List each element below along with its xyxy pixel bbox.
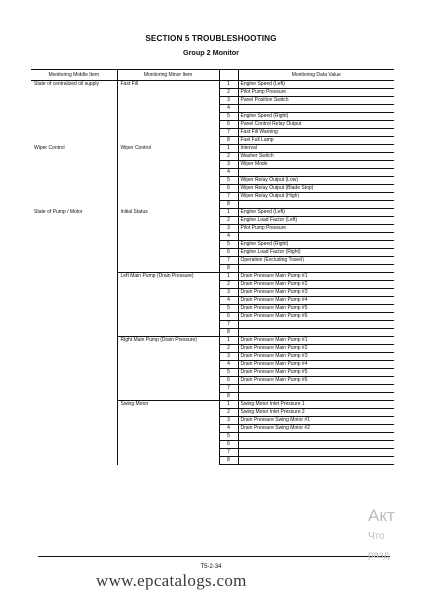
row-index-cell: 7 — [219, 193, 238, 201]
row-index-cell: 3 — [219, 225, 238, 233]
table-row — [31, 81, 394, 89]
row-index-cell: 8 — [219, 137, 238, 145]
row-index-cell: 5 — [219, 241, 238, 249]
row-index-cell: 4 — [219, 169, 238, 177]
row-index-cell: 6 — [219, 377, 238, 385]
row-index-cell: 8 — [219, 329, 238, 337]
col-header-data-value: Monitoring Data Value — [238, 70, 394, 81]
data-value-cell: Wiper Relay Output (High) — [238, 193, 394, 201]
data-value-cell — [238, 457, 394, 465]
row-index-cell: 7 — [219, 257, 238, 265]
row-index-cell: 7 — [219, 385, 238, 393]
row-index-cell: 3 — [219, 417, 238, 425]
data-value-cell — [238, 321, 394, 329]
row-index-cell: 8 — [219, 265, 238, 273]
data-value-cell: Drain Pressure Main Pump #2 — [238, 345, 394, 353]
data-value-cell: Swing Motor Inlet Pressure 1 — [238, 401, 394, 409]
table-row — [31, 145, 394, 153]
data-value-cell: Panel Position Switch — [238, 97, 394, 105]
watermark: www.epcatalogs.com — [96, 571, 247, 590]
data-value-cell: Fuel Full Lamp — [238, 137, 394, 145]
data-value-cell: Fast Fill Warning — [238, 129, 394, 137]
row-index-cell: 5 — [219, 177, 238, 185]
table-body — [31, 81, 394, 465]
data-value-cell: Drain Pressure Main Pump #1 — [238, 337, 394, 345]
data-value-cell: Operation (Excluding Travel) — [238, 257, 394, 265]
monitor-table — [31, 69, 394, 465]
data-value-cell: Drain Pressure Main Pump #6 — [238, 377, 394, 385]
row-index-cell: 3 — [219, 289, 238, 297]
data-value-cell: Drain Pressure Main Pump #4 — [238, 297, 394, 305]
row-index-cell: 6 — [219, 441, 238, 449]
data-value-cell: Engine Speed (Right) — [238, 113, 394, 121]
data-value-cell: Washer Switch — [238, 153, 394, 161]
row-index-cell: 2 — [219, 217, 238, 225]
row-index-cell: 1 — [219, 209, 238, 217]
row-index-cell: 1 — [219, 145, 238, 153]
data-value-cell — [238, 449, 394, 457]
data-value-cell: Wiper Relay Output (Low) — [238, 177, 394, 185]
data-value-cell — [238, 441, 394, 449]
footer-rule — [38, 556, 390, 557]
row-index-cell: 4 — [219, 425, 238, 433]
data-value-cell: Engine Speed (Right) — [238, 241, 394, 249]
minor-item-cell: Fast Fill — [117, 81, 219, 145]
row-index-cell: 2 — [219, 89, 238, 97]
data-value-cell: Drain Pressure Swing Motor #1 — [238, 417, 394, 425]
data-value-cell: Drain Pressure Main Pump #5 — [238, 369, 394, 377]
data-value-cell — [238, 433, 394, 441]
row-index-cell: 6 — [219, 121, 238, 129]
row-index-cell: 6 — [219, 313, 238, 321]
data-value-cell: Engine Speed (Left) — [238, 209, 394, 217]
minor-item-cell: Left Main Pump (Drain Pressure) — [117, 273, 219, 337]
row-index-cell: 5 — [219, 369, 238, 377]
data-value-cell — [238, 233, 394, 241]
group-title: Group 2 Monitor — [183, 48, 239, 57]
data-value-cell — [238, 385, 394, 393]
data-value-cell: Wiper Relay Output (Blade Stop) — [238, 185, 394, 193]
minor-item-cell: Swing Motor — [117, 401, 219, 465]
row-index-cell: 1 — [219, 337, 238, 345]
row-index-cell: 7 — [219, 321, 238, 329]
row-index-cell: 8 — [219, 393, 238, 401]
row-index-cell: 3 — [219, 97, 238, 105]
row-index-cell: 3 — [219, 161, 238, 169]
col-header-middle-item: Monitoring Middle Item — [31, 70, 117, 81]
data-value-cell: Drain Pressure Swing Motor #2 — [238, 425, 394, 433]
row-index-cell: 4 — [219, 233, 238, 241]
row-index-cell: 5 — [219, 113, 238, 121]
minor-item-cell: Right Main Pump (Drain Pressure) — [117, 337, 219, 401]
row-index-cell: 1 — [219, 401, 238, 409]
row-index-cell: 2 — [219, 345, 238, 353]
row-index-cell: 7 — [219, 129, 238, 137]
data-value-cell: Swing Motor Inlet Pressure 2 — [238, 409, 394, 417]
row-index-cell: 4 — [219, 105, 238, 113]
minor-item-cell: Wiper Control — [117, 145, 219, 209]
data-value-cell — [238, 169, 394, 177]
data-value-cell: Engine Speed (Left) — [238, 81, 394, 89]
row-index-cell: 1 — [219, 273, 238, 281]
middle-item-cell: Wiper Control — [34, 144, 65, 151]
row-index-cell: 5 — [219, 305, 238, 313]
overlay-text-2: Что — [368, 531, 385, 542]
overlay-text-3: разд — [368, 550, 390, 561]
middle-item-cell: State of Pump / Motor — [34, 208, 83, 215]
data-value-cell: Drain Pressure Main Pump #3 — [238, 289, 394, 297]
row-index-cell: 1 — [219, 81, 238, 89]
data-value-cell — [238, 201, 394, 209]
data-value-cell: Panel Control Relay Output — [238, 121, 394, 129]
data-value-cell: Engine Load Factor (Right) — [238, 249, 394, 257]
data-value-cell: Drain Pressure Main Pump #6 — [238, 313, 394, 321]
data-value-cell: Drain Pressure Main Pump #5 — [238, 305, 394, 313]
row-index-cell: 6 — [219, 185, 238, 193]
data-value-cell: Pilot Pump Pressure — [238, 89, 394, 97]
data-value-cell: Drain Pressure Main Pump #4 — [238, 361, 394, 369]
data-value-cell — [238, 105, 394, 113]
data-value-cell: Pilot Pump Pressure — [238, 225, 394, 233]
row-index-cell: 4 — [219, 361, 238, 369]
col-header-minor-item: Monitoring Minor Item — [117, 70, 219, 81]
overlay-text-1: Акт — [368, 506, 395, 525]
row-index-cell: 2 — [219, 281, 238, 289]
table-row — [31, 209, 394, 217]
data-value-cell: Drain Pressure Main Pump #1 — [238, 273, 394, 281]
section-title: SECTION 5 TROUBLESHOOTING — [145, 34, 277, 43]
row-index-cell: 3 — [219, 353, 238, 361]
row-index-cell: 8 — [219, 201, 238, 209]
row-index-cell: 6 — [219, 249, 238, 257]
data-value-cell: Interval — [238, 145, 394, 153]
table-header-row — [31, 70, 394, 81]
middle-item-cell: State of centralized oil supply — [34, 81, 100, 87]
page-number: T5-2-34 — [200, 564, 222, 570]
data-value-cell: Engine Load Factor (Left) — [238, 217, 394, 225]
data-value-cell: Drain Pressure Main Pump #3 — [238, 353, 394, 361]
data-value-cell — [238, 265, 394, 273]
col-header-index — [219, 70, 238, 81]
data-value-cell — [238, 329, 394, 337]
data-value-cell: Drain Pressure Main Pump #2 — [238, 281, 394, 289]
data-value-cell — [238, 393, 394, 401]
minor-item-cell: Initial Status — [117, 209, 219, 273]
row-index-cell: 5 — [219, 433, 238, 441]
row-index-cell: 8 — [219, 457, 238, 465]
row-index-cell: 7 — [219, 449, 238, 457]
row-index-cell: 2 — [219, 409, 238, 417]
row-index-cell: 4 — [219, 297, 238, 305]
row-index-cell: 2 — [219, 153, 238, 161]
data-value-cell: Wiper Mode — [238, 161, 394, 169]
